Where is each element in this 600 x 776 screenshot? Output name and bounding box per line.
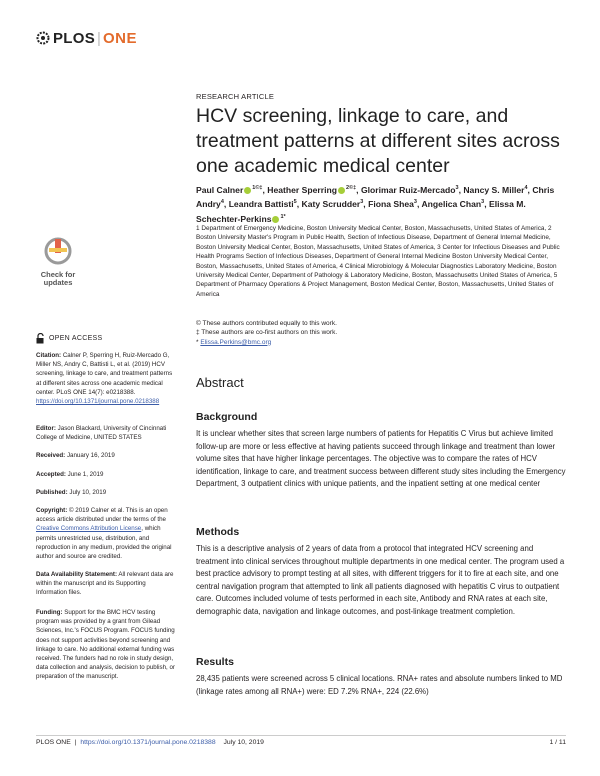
- author-name: Leandra Battisti: [228, 199, 294, 210]
- editor-text: Jason Blackard, University of Cincinnati College of Medicine, UNITED STATES: [36, 425, 167, 442]
- funding-text: Support for the BMC HCV testing program was provided by a grant from Gilead Sciences, Inc.'s FOCUS Program. FOCUS funding does not support activities beyond screening and linkage to care. No additional external funding was received. The funders had no role in study design, data collection and analysis, decision to publish, or preparation of the manuscript.: [36, 609, 175, 681]
- author-affiliation-marker: 3: [413, 199, 417, 206]
- funding-block: [36, 608, 176, 682]
- affiliations: 1 Department of Emergency Medicine, Boston University Medical Center, Boston, Massachusetts, United States of America, 2 Boston University Master's Program in Public Health, Section of Infectious Disease, Department of General Internal Medicine, Boston University Medical Center, Boston, Massachusetts, United States of America, 3 Center for Infectious Diseases and Public Health Programs Section of Infectious Diseases, Department of General Internal Medicine Boston University Medical Center, Boston, Massachusetts, United States of America, 4 Clinical Microbiology & Molecular Diagnostics Laboratory Medicine, Boston University Medical Center, Department of Pathology & Laboratory Medicine, Boston, Massachusetts United States of America, 5 Department of Pharmacy Operations & Project Management, Boston Medical Center, Boston, Massachusetts, United States of America: [196, 225, 560, 298]
- editor-label: Editor:: [36, 425, 56, 432]
- methods-heading: Methods: [196, 526, 240, 538]
- orcid-icon[interactable]: [244, 187, 251, 194]
- page-footer: [36, 735, 566, 746]
- abstract-heading: Abstract: [196, 375, 244, 390]
- copyright-label: Copyright:: [36, 507, 68, 514]
- accepted-label: Accepted:: [36, 471, 66, 478]
- footer-separator: |: [74, 739, 77, 746]
- footer-journal: PLOS ONE: [36, 739, 71, 746]
- check-for-updates-badge[interactable]: [38, 236, 78, 286]
- author-affiliation-marker: 2©‡: [345, 185, 357, 191]
- copyright-text-1: © 2019 Calner et al. This is an open access article distributed under the terms of the: [36, 507, 168, 524]
- citation-block: [36, 351, 176, 406]
- author-name: Nancy S. Miller: [463, 184, 525, 195]
- creative-commons-link[interactable]: Creative Commons Attribution License: [36, 525, 142, 533]
- citation-text: Calner P, Sperring H, Ruiz-Mercado G, Miller NS, Andry C, Battisti L, et al. (2019) HCV screening, linkage to care, and treatment patterns at different sites across one academic medical center. PLoS ONE 14(7): e0218388.: [36, 352, 173, 396]
- footer-doi-link[interactable]: https://doi.org/10.1371/journal.pone.0218388: [80, 739, 216, 746]
- data-availability-block: [36, 570, 176, 598]
- author-list: Paul Calner $^{1©\ddagger}$, Heather Sperring $^{2©\ddagger}$, Glorimar Ruiz-Mercado$^3$, Nancy S. Miller$^4$, Chris Andry$^4$, Leandra Battisti$^5$, Katy Scrudder$^3$, Fiona Shea$^3$, Angelica Chan$^3$, Elissa M. Schechter-Perkins $^{1*}$: [196, 184, 555, 224]
- author-affiliation-marker: 3: [481, 199, 485, 206]
- citation-doi-link[interactable]: https://doi.org/10.1371/journal.pone.0218388: [36, 398, 160, 406]
- citation-label: Citation:: [36, 352, 62, 359]
- author-name: Elissa M. Schechter-Perkins: [196, 199, 526, 224]
- corresponding-email-line: [196, 338, 566, 347]
- page-number: 1 / 11: [549, 739, 566, 746]
- author-name: Paul Calner: [196, 184, 244, 195]
- published-label: Published:: [36, 489, 68, 496]
- published-text: July 10, 2019: [67, 489, 107, 496]
- results-text: 28,435 patients were screened across 5 clinical locations. RNA+ rates and absolute numbers linked to MD (linkage rates among all RNA+) were: ED 7.2% RNA+, 224 (22.6%): [196, 674, 563, 696]
- copyright-block: [36, 506, 176, 561]
- open-lock-icon: [36, 333, 45, 344]
- article-type: RESEARCH ARTICLE: [196, 92, 275, 101]
- article-title: HCV screening, linkage to care, and treatment patterns at different sites across one academic medical center: [196, 105, 560, 177]
- corresponding-email-link[interactable]: Elissa.Perkins@bmc.org: [200, 338, 272, 346]
- author-name: Glorimar Ruiz-Mercado: [360, 184, 456, 195]
- open-access-label: OPEN ACCESS: [49, 335, 103, 342]
- data-availability-text: All relevant data are within the manuscript and its Supporting Information files.: [36, 571, 174, 597]
- author-name: Heather Sperring: [267, 184, 337, 195]
- orcid-icon[interactable]: [272, 216, 279, 223]
- accepted-text: June 1, 2019: [65, 471, 104, 478]
- author-affiliation-marker: 3: [455, 185, 459, 191]
- author-affiliation-marker: 4: [524, 185, 528, 191]
- logo-plos-text: PLOS: [53, 29, 96, 47]
- data-availability-label: Data Availability Statement:: [36, 571, 118, 578]
- received-date: [36, 451, 176, 460]
- journal-logo: [36, 26, 137, 50]
- plos-logo-icon: [36, 31, 50, 45]
- footer-date: July 10, 2019: [223, 739, 264, 746]
- check-updates-icon: [38, 236, 78, 266]
- logo-one-text: ONE: [102, 29, 137, 47]
- received-text: January 16, 2019: [65, 452, 115, 459]
- cofirst-note: ‡ These authors are co-first authors on this work.: [196, 329, 338, 337]
- email-prefix: *: [196, 338, 201, 346]
- author-name: Chris Andry: [196, 184, 555, 210]
- author-affiliation-marker: 1©‡: [252, 185, 263, 191]
- logo-separator: |: [97, 29, 101, 47]
- author-affiliation-marker: 1*: [280, 213, 286, 220]
- author-affiliation-marker: 3: [360, 199, 364, 206]
- author-notes: [196, 319, 566, 347]
- accepted-date: [36, 470, 176, 479]
- background-heading: Background: [196, 411, 258, 423]
- author-affiliation-marker: 5: [293, 199, 297, 206]
- footer-left: [36, 739, 266, 746]
- editor-block: [36, 424, 176, 442]
- open-access-badge: [36, 333, 102, 344]
- copyright-text-2: , which permits unrestricted use, distribution, and reproduction in any medium, provided the original author and source are credited.: [36, 525, 172, 561]
- orcid-icon[interactable]: [338, 187, 345, 194]
- background-text: It is unclear whether sites that screen large numbers of patients for Hepatitis C Virus but achieve limited follow-up are more or less effective at having patients succeed through linkage and treatment than lower volume sites that have higher linkage percentages. The objective was to compare the rates of HCV identification, linkage to care, and treatment success between different study sites including the Emergency Department, 3 outpatient clinics with unique patients, and the inpatient setting at one medical center: [196, 429, 566, 489]
- results-heading: Results: [196, 656, 234, 668]
- funding-label: Funding:: [36, 609, 63, 616]
- author-name: Angelica Chan: [421, 199, 482, 210]
- methods-text: This is a descriptive analysis of 2 years of data from a protocol that integrated HCV screening and treatment into clinical services throughout multiple departments in one medical center. The program used a best practice advisory to prompt testing at all sites, with different triggers for it to fire at each site, and one central navigation program that attempted to link all patients diagnosed with hepatitis C virus to outpatient care. Outcomes included volume of tests performed in each site, Antibody and RNA rates at each site, demographic data, navigation and linkage outcomes, and post-linkage treatment completion.: [196, 544, 565, 616]
- equal-contribution-note: © These authors contributed equally to this work.: [196, 320, 337, 327]
- received-label: Received:: [36, 452, 66, 459]
- published-date: [36, 488, 176, 497]
- author-name: Fiona Shea: [368, 199, 414, 210]
- check-updates-label: Check for updates: [40, 270, 76, 287]
- author-name: Katy Scrudder: [301, 199, 361, 210]
- author-affiliation-marker: 4: [220, 199, 224, 206]
